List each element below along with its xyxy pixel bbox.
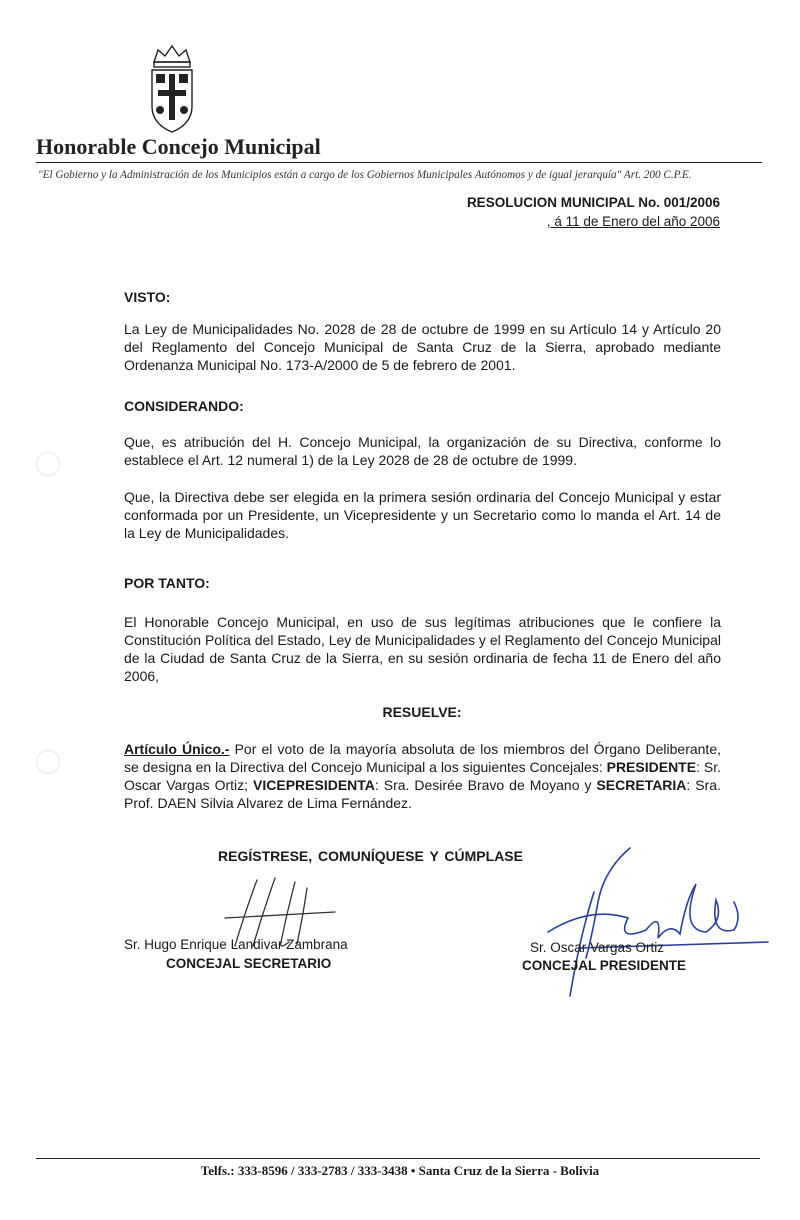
role-presidente: PRESIDENTE xyxy=(606,759,697,775)
role-secretaria: SECRETARIA xyxy=(596,777,687,793)
organization-name: Honorable Concejo Municipal xyxy=(36,134,321,159)
header-divider xyxy=(36,162,762,163)
resolution-number: RESOLUCION MUNICIPAL No. 001/2006 xyxy=(466,195,720,210)
coat-of-arms-icon xyxy=(146,44,198,136)
signatory-right-title: CONCEJAL PRESIDENTE xyxy=(522,958,687,973)
article-text-3: : Sra. Desirée Bravo de Moyano y xyxy=(374,777,597,793)
visto-heading: VISTO: xyxy=(124,289,171,305)
visto-text: La Ley de Municipalidades No. 2028 de 28 de octubre de 1999 en su Artículo 14 y Artículo 20 del Reglamento del Concejo Municipal de Santa Cruz de la Sierra, aprobado mediante Ordenanza Municipal No. 173-A/2000 de 5 de febrero de 2001. xyxy=(124,321,721,373)
closing-formula: REGÍSTRESE, COMUNÍQUESE Y CÚMPLASE xyxy=(218,848,523,864)
constitutional-motto: "El Gobierno y la Administración de los Municipios están a cargo de los Gobiernos Municipales Autónomos y de igual jerarquía" Art. 200 C.P.E. xyxy=(38,169,692,181)
article-text-1: Por el voto de la mayoría absoluta de los miembros del Órgano Deliberante, se designa en la Directiva del Concejo Municipal a los siguientes Concejales: xyxy=(124,741,721,775)
considerando-paragraph-2: Que, la Directiva debe ser elegida en la primera sesión ordinaria del Concejo Municipal y estar conformada por un Presidente, un Vicepresidente y un Secretario como lo manda el Art. 14 de la Ley de Municipalidades. xyxy=(124,489,721,541)
por-tanto-text: El Honorable Concejo Municipal, en uso de sus legítimas atribuciones que le confiere la Constitución Política del Estado, Ley de Municipalidades y el Reglamento del Concejo Municipal de la Ciudad de Santa Cruz de la Sierra, en su sesión ordinaria de fecha 11 de Enero del año 2006, xyxy=(124,614,721,684)
punch-hole-icon xyxy=(36,750,60,774)
considerando-heading: CONSIDERANDO: xyxy=(124,398,244,414)
role-vicepresidenta: VICEPRESIDENTA xyxy=(253,777,375,793)
signatory-left-title: CONCEJAL SECRETARIO xyxy=(166,956,332,971)
por-tanto-heading: POR TANTO: xyxy=(124,575,210,591)
signatory-left-name: Sr. Hugo Enrique Landivar Zambrana xyxy=(124,937,348,952)
article-text-2: : Sr. Oscar Vargas Ortiz; xyxy=(124,759,721,793)
article-unico xyxy=(124,740,721,812)
footer-divider xyxy=(36,1158,760,1159)
signature-right-icon xyxy=(520,840,780,1000)
article-text-4: : Sra. Prof. DAEN Silvia Alvarez de Lima Fernández. xyxy=(124,777,721,811)
considerando-paragraph-1: Que, es atribución del H. Concejo Municipal, la organización de su Directiva, conforme lo establece el Art. 12 numeral 1) de la Ley 2028 de 28 de octubre de 1999. xyxy=(124,434,721,468)
article-label: Artículo Único.- xyxy=(124,741,230,757)
footer-contact: Telfs.: 333-8596 / 333-2783 / 333-3438 • Santa Cruz de la Sierra - Bolivia xyxy=(200,1163,600,1178)
punch-hole-icon xyxy=(36,452,60,476)
signatory-right-name: Sr. Oscar Vargas Ortiz xyxy=(530,940,665,955)
resuelve-heading: RESUELVE: xyxy=(382,704,462,720)
resolution-date: , á 11 de Enero del año 2006 xyxy=(546,214,720,229)
